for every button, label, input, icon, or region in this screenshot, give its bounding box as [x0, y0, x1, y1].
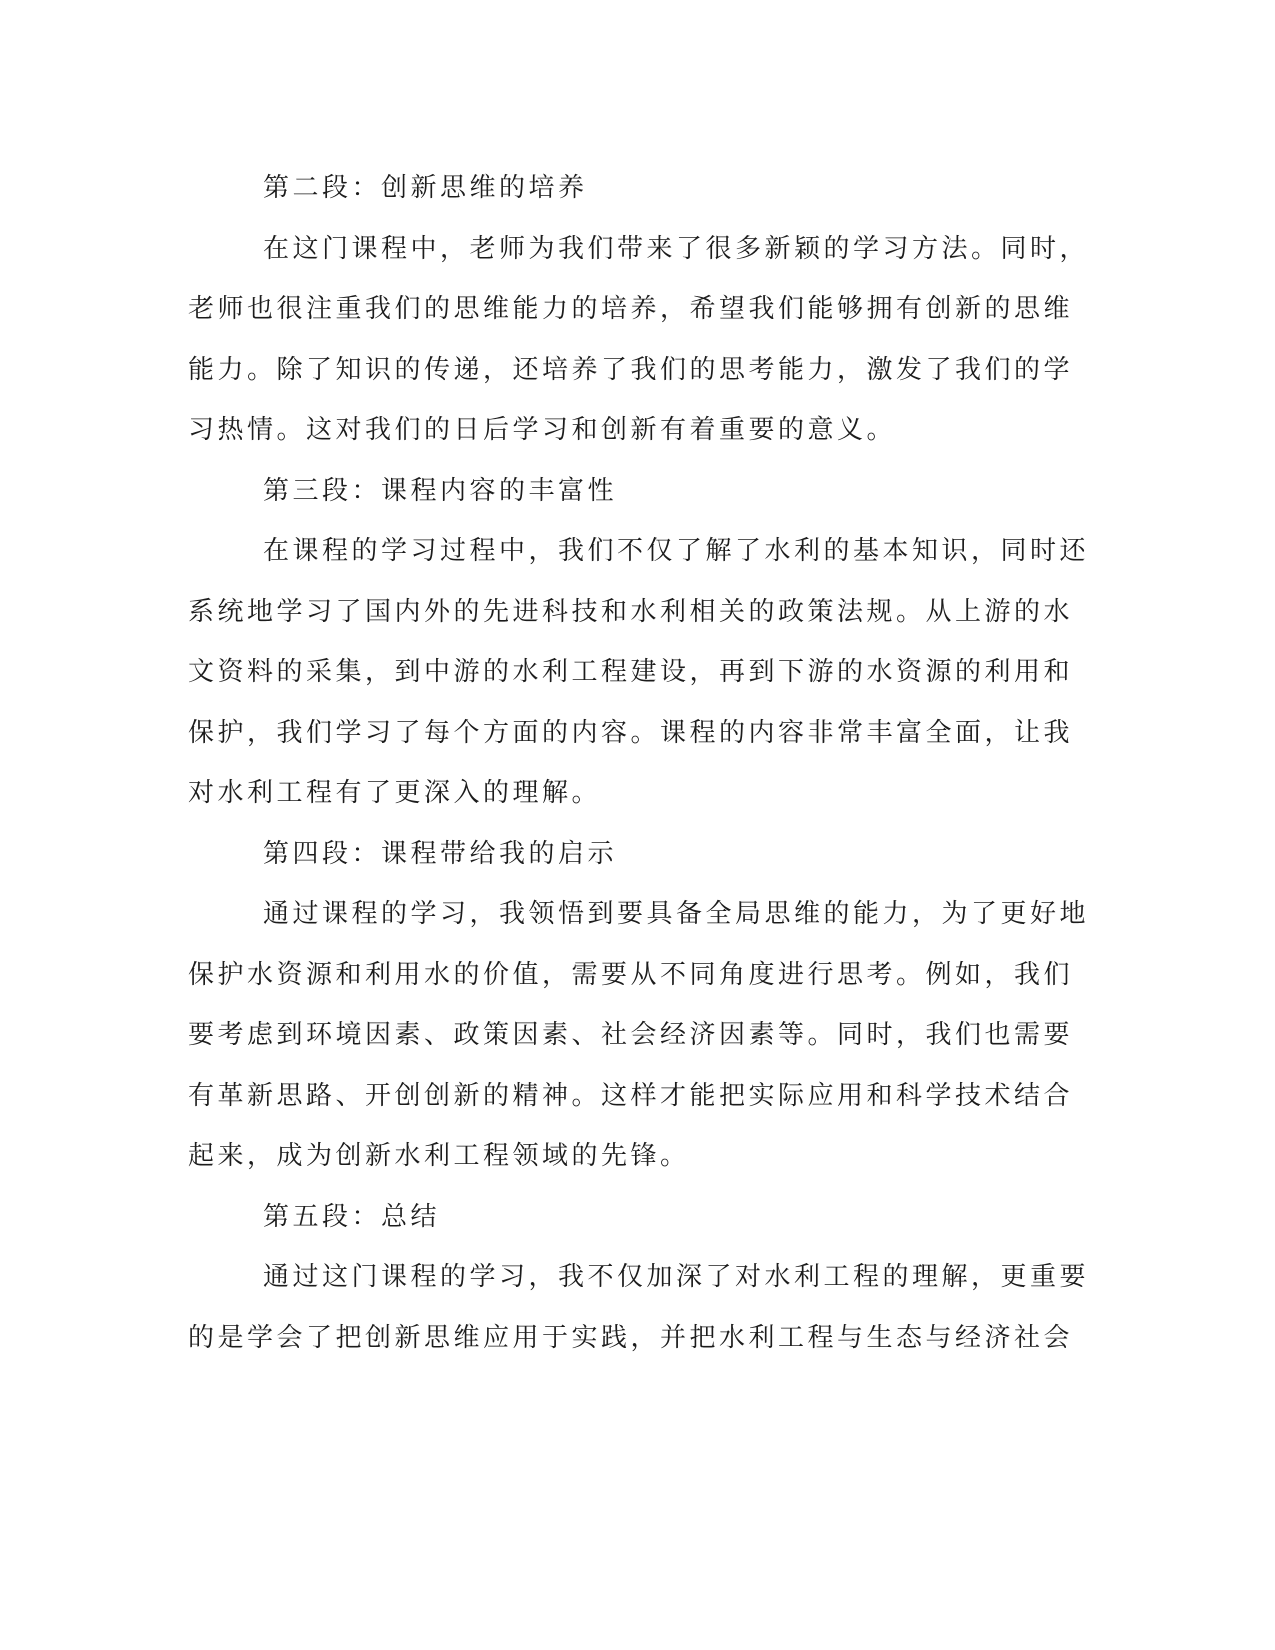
paragraph-line: 习热情。这对我们的日后学习和创新有着重要的意义。 — [188, 415, 897, 445]
paragraph-line: 要考虑到环境因素、政策因素、社会经济因素等。同时，我们也需要 — [188, 1020, 1074, 1050]
section-heading: 第四段：课程带给我的启示 — [263, 838, 618, 869]
paragraph-line: 系统地学习了国内外的先进科技和水利相关的政策法规。从上游的水 — [188, 596, 1074, 627]
paragraph-line: 在这门课程中，老师为我们带来了很多新颖的学习方法。同时， — [263, 233, 1090, 264]
paragraph-line: 老师也很注重我们的思维能力的培养，希望我们能够拥有创新的思维 — [188, 294, 1074, 324]
section-heading: 第二段：创新思维的培养 — [263, 173, 588, 203]
section-heading: 第五段：总结 — [263, 1201, 441, 1232]
paragraph-line: 能力。除了知识的传递，还培养了我们的思考能力，激发了我们的学 — [188, 354, 1074, 385]
paragraph-line: 对水利工程有了更深入的理解。 — [188, 778, 602, 808]
text-column — [188, 158, 1090, 1368]
paragraph-line: 在课程的学习过程中，我们不仅了解了水利的基本知识，同时还 — [263, 536, 1090, 566]
paragraph-line: 保护，我们学习了每个方面的内容。课程的内容非常丰富全面，让我 — [188, 717, 1074, 748]
paragraph-line: 通过这门课程的学习，我不仅加深了对水利工程的理解，更重要 — [263, 1262, 1090, 1292]
paragraph-line: 的是学会了把创新思维应用于实践，并把水利工程与生态与经济社会 — [188, 1322, 1074, 1353]
paragraph-line: 文资料的采集，到中游的水利工程建设，再到下游的水资源的利用和 — [188, 657, 1074, 687]
paragraph-line: 通过课程的学习，我领悟到要具备全局思维的能力，为了更好地 — [263, 899, 1090, 929]
section-heading: 第三段：课程内容的丰富性 — [263, 475, 618, 506]
paragraph-line: 有革新思路、开创创新的精神。这样才能把实际应用和科学技术结合 — [188, 1080, 1074, 1111]
paragraph-line: 起来，成为创新水利工程领域的先锋。 — [188, 1141, 690, 1171]
paragraph-line: 保护水资源和利用水的价值，需要从不同角度进行思考。例如，我们 — [188, 959, 1074, 990]
